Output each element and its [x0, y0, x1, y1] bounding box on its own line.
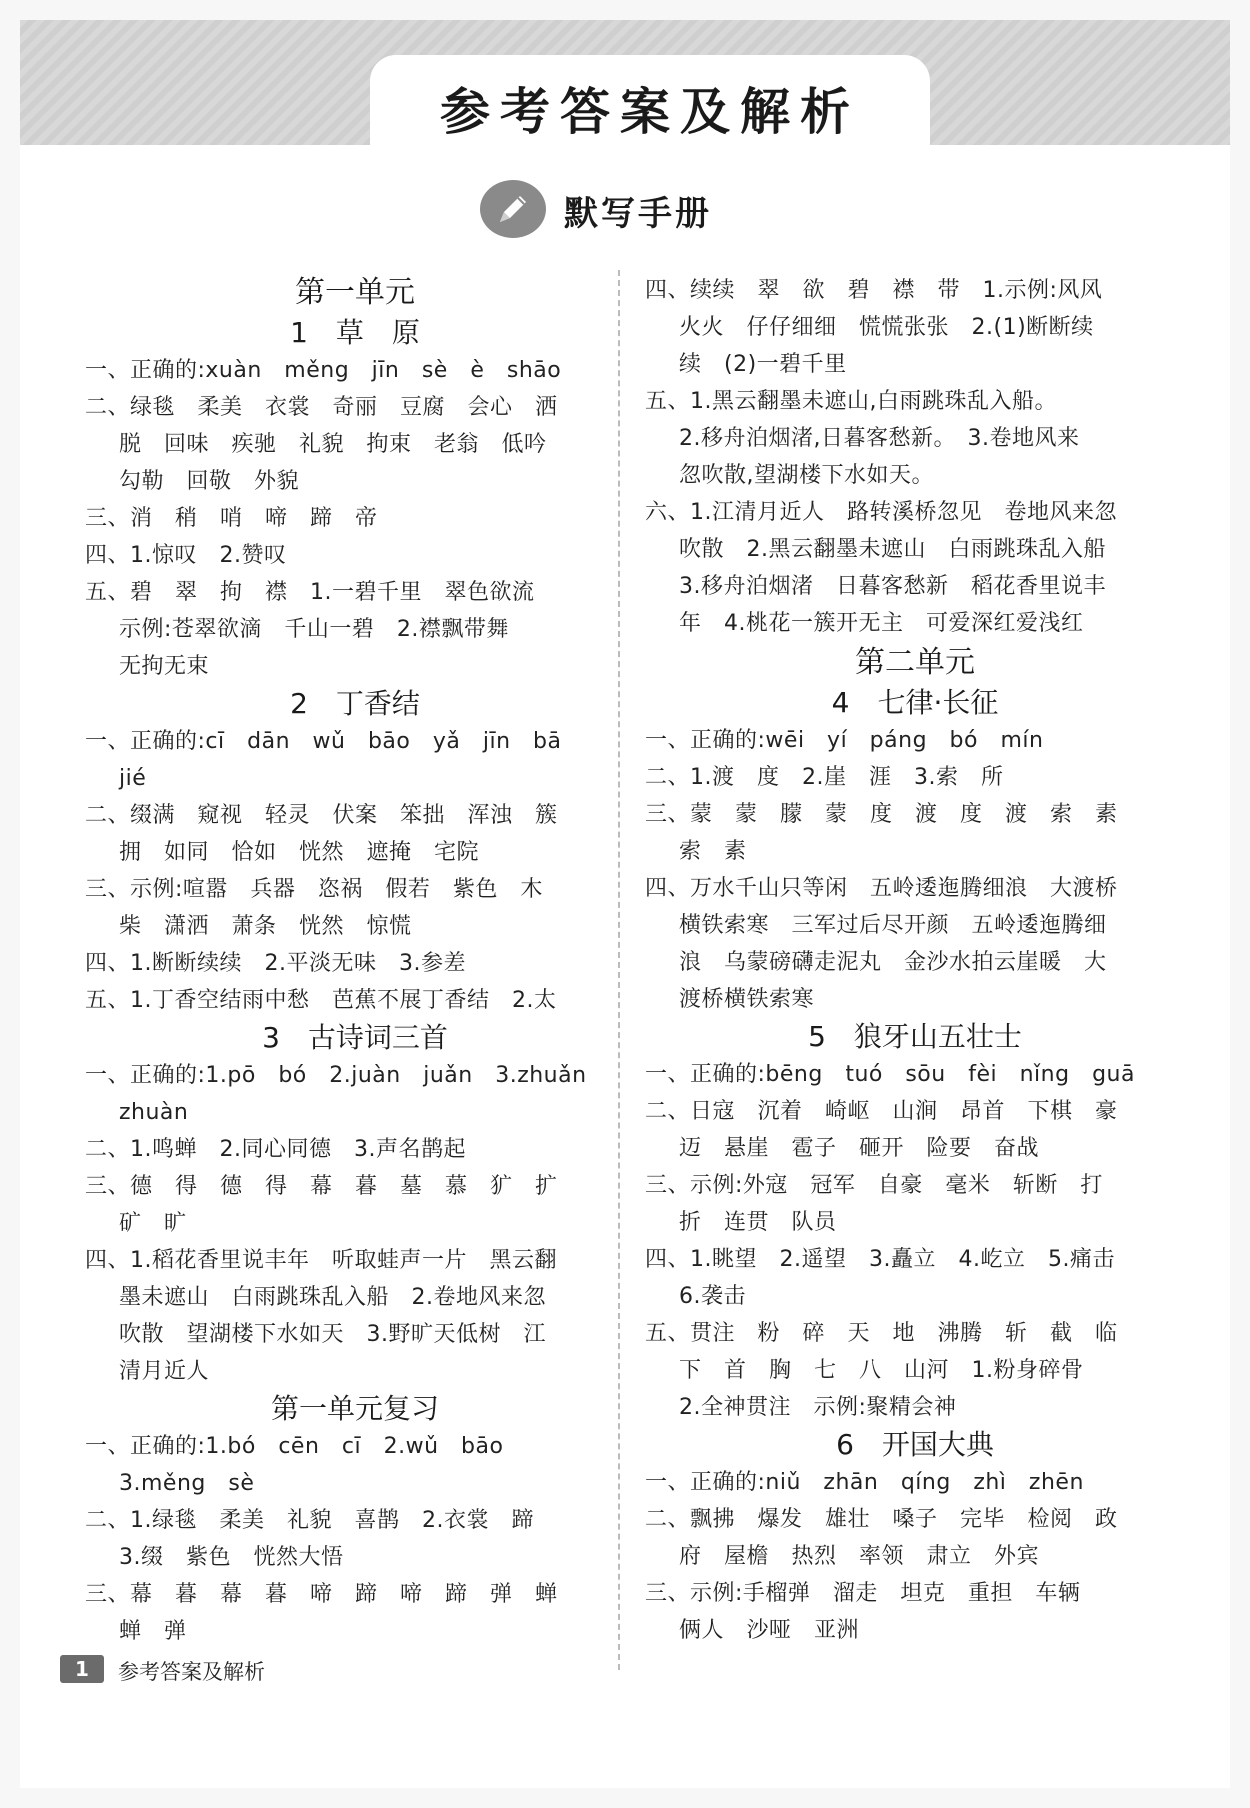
answer-line: 二、1.鸣蝉 2.同心同德 3.声名鹊起 — [85, 1137, 466, 1162]
answer-line: 二、绿毯 柔美 衣裳 奇丽 豆腐 会心 洒 — [85, 395, 558, 420]
answer-line: 五、碧 翠 拘 襟 1.一碧千里 翠色欲流 — [85, 580, 535, 605]
answer-line: 一、正确的:bēng tuó sōu fèi nǐng guā — [645, 1062, 1135, 1087]
answer-line: 无拘无束 — [119, 654, 210, 679]
answer-line: 矿 旷 — [119, 1211, 187, 1236]
answer-line: 横铁索寒 三军过后尽开颜 五岭逶迤腾细 — [679, 913, 1107, 938]
answer-line: 一、正确的:cī dān wǔ bāo yǎ jīn bā — [85, 729, 562, 754]
right-column — [645, 272, 1185, 1649]
answer-line: 二、1.绿毯 柔美 礼貌 喜鹊 2.衣裳 蹄 — [85, 1508, 534, 1533]
lesson-title: 第一单元复习 — [270, 1392, 439, 1425]
answer-line: 火火 仔仔细细 慌慌张张 2.(1)断断续 — [679, 315, 1094, 340]
page-number: 1 — [60, 1655, 104, 1683]
answer-line: 三、示例:外寇 冠军 自豪 毫米 斩断 打 — [645, 1173, 1103, 1198]
answer-line: 府 屋檐 热烈 率领 肃立 外宾 — [679, 1544, 1040, 1569]
answer-line: 2.全神贯注 示例:聚精会神 — [679, 1395, 957, 1420]
answer-line: 迈 悬崖 雹子 砸开 险要 奋战 — [679, 1136, 1040, 1161]
answer-line: 折 连贯 队员 — [679, 1210, 837, 1235]
answer-line: 示例:苍翠欲滴 千山一碧 2.襟飘带舞 — [119, 617, 509, 642]
answer-line: 四、1.惊叹 2.赞叹 — [85, 543, 287, 568]
answer-line: 柴 潇洒 萧条 恍然 惊慌 — [119, 914, 412, 939]
answer-line: 6.袭击 — [679, 1284, 746, 1309]
unit-title: 第一单元 — [295, 275, 415, 310]
answer-line: 四、1.稻花香里说丰年 听取蛙声一片 黑云翻 — [85, 1248, 557, 1273]
lesson-title: 1 草 原 — [290, 316, 420, 349]
answer-line: 二、1.渡 度 2.崖 涯 3.索 所 — [645, 765, 1004, 790]
answer-line: jié — [119, 766, 147, 791]
answer-line: zhuàn — [119, 1100, 189, 1125]
answer-line: 浪 乌蒙磅礴走泥丸 金沙水拍云崖暖 大 — [679, 950, 1107, 975]
unit-title: 第二单元 — [855, 645, 975, 680]
answer-line: 清月近人 — [119, 1359, 210, 1384]
answer-line: 三、示例:喧嚣 兵器 恣祸 假若 紫色 木 — [85, 877, 543, 902]
answer-line: 四、续续 翠 欲 碧 襟 带 1.示例:风风 — [645, 278, 1103, 303]
answer-line: 二、日寇 沉着 崎岖 山涧 昂首 下棋 豪 — [645, 1099, 1118, 1124]
answer-line: 六、1.江清月近人 路转溪桥忽见 卷地风来忽 — [645, 500, 1117, 525]
answer-line: 3.移舟泊烟渚 日暮客愁新 稻花香里说丰 — [679, 574, 1106, 599]
lesson-title: 6 开国大典 — [836, 1428, 994, 1461]
answer-line: 3.缀 紫色 恍然大悟 — [119, 1545, 344, 1570]
answer-line: 一、正确的:1.bó cēn cī 2.wǔ bāo — [85, 1434, 504, 1459]
answer-line: 四、1.眺望 2.遥望 3.矗立 4.屹立 5.痛击 — [645, 1247, 1115, 1272]
answer-line: 索 素 — [679, 839, 747, 864]
answer-line: 脱 回味 疾驰 礼貌 拘束 老翁 低吟 — [119, 432, 547, 457]
answer-line: 三、蒙 蒙 朦 蒙 度 渡 度 渡 索 素 — [645, 802, 1118, 827]
answer-line: 俩人 沙哑 亚洲 — [679, 1618, 860, 1643]
answer-line: 2.移舟泊烟渚,日暮客愁新。 3.卷地风来 — [679, 426, 1080, 451]
answer-line: 三、示例:手榴弹 溜走 坦克 重担 车辆 — [645, 1581, 1081, 1606]
answer-line: 一、正确的:1.pō bó 2.juàn juǎn 3.zhuǎn — [85, 1063, 587, 1088]
page-title: 参考答案及解析 — [440, 83, 860, 141]
answer-line: 吹散 2.黑云翻墨未遮山 白雨跳珠乱入船 — [679, 537, 1106, 562]
answer-line: 拥 如同 恰如 恍然 遮掩 宅院 — [119, 840, 480, 865]
answer-line: 一、正确的:niǔ zhān qíng zhì zhēn — [645, 1470, 1084, 1495]
left-column — [85, 272, 625, 1650]
answer-line: 五、1.丁香空结雨中愁 芭蕉不展丁香结 2.太 — [85, 988, 557, 1013]
answer-line: 五、贯注 粉 碎 天 地 沸腾 斩 截 临 — [645, 1321, 1118, 1346]
answer-line: 二、飘拂 爆发 雄壮 嗓子 完毕 检阅 政 — [645, 1507, 1118, 1532]
lesson-title: 3 古诗词三首 — [262, 1021, 448, 1054]
pen-icon — [480, 180, 546, 238]
answer-line: 三、消 稍 哨 啼 蹄 帝 — [85, 506, 378, 531]
answer-line: 年 4.桃花一簇开无主 可爱深红爱浅红 — [679, 611, 1084, 636]
answer-line: 下 首 胸 七 八 山河 1.粉身碎骨 — [679, 1358, 1084, 1383]
lesson-title: 5 狼牙山五壮士 — [808, 1020, 1022, 1053]
answer-line: 一、正确的:wēi yí páng bó mín — [645, 728, 1044, 753]
answer-line: 五、1.黑云翻墨未遮山,白雨跳珠乱入船。 — [645, 389, 1057, 414]
answer-line: 墨未遮山 白雨跳珠乱入船 2.卷地风来忽 — [119, 1285, 546, 1310]
answer-line: 勾勒 回敬 外貌 — [119, 469, 300, 494]
section-title: 默写手册 — [564, 194, 712, 234]
lesson-title: 2 丁香结 — [290, 687, 420, 720]
answer-line: 三、德 得 德 得 幕 暮 墓 慕 犷 扩 — [85, 1174, 558, 1199]
lesson-title: 4 七律·长征 — [831, 686, 999, 719]
answer-line: 三、幕 暮 幕 暮 啼 蹄 啼 蹄 弹 蝉 — [85, 1582, 558, 1607]
answer-line: 渡桥横铁索寒 — [679, 987, 815, 1012]
answer-line: 四、1.断断续续 2.平淡无味 3.参差 — [85, 951, 466, 976]
answer-line: 忽吹散,望湖楼下水如天。 — [679, 463, 934, 488]
answer-line: 二、缀满 窥视 轻灵 伏案 笨拙 浑浊 簇 — [85, 803, 558, 828]
answer-line: 吹散 望湖楼下水如天 3.野旷天低树 江 — [119, 1322, 546, 1347]
answer-line: 续 (2)一碧千里 — [679, 352, 847, 377]
answer-line: 3.měng sè — [119, 1471, 255, 1496]
section-header — [480, 180, 780, 240]
answer-line: 四、万水千山只等闲 五岭逶迤腾细浪 大渡桥 — [645, 876, 1118, 901]
footer-text: 参考答案及解析 — [118, 1660, 265, 1684]
answer-line: 一、正确的:xuàn měng jīn sè è shāo — [85, 358, 562, 383]
answer-line: 蝉 弹 — [119, 1619, 187, 1644]
